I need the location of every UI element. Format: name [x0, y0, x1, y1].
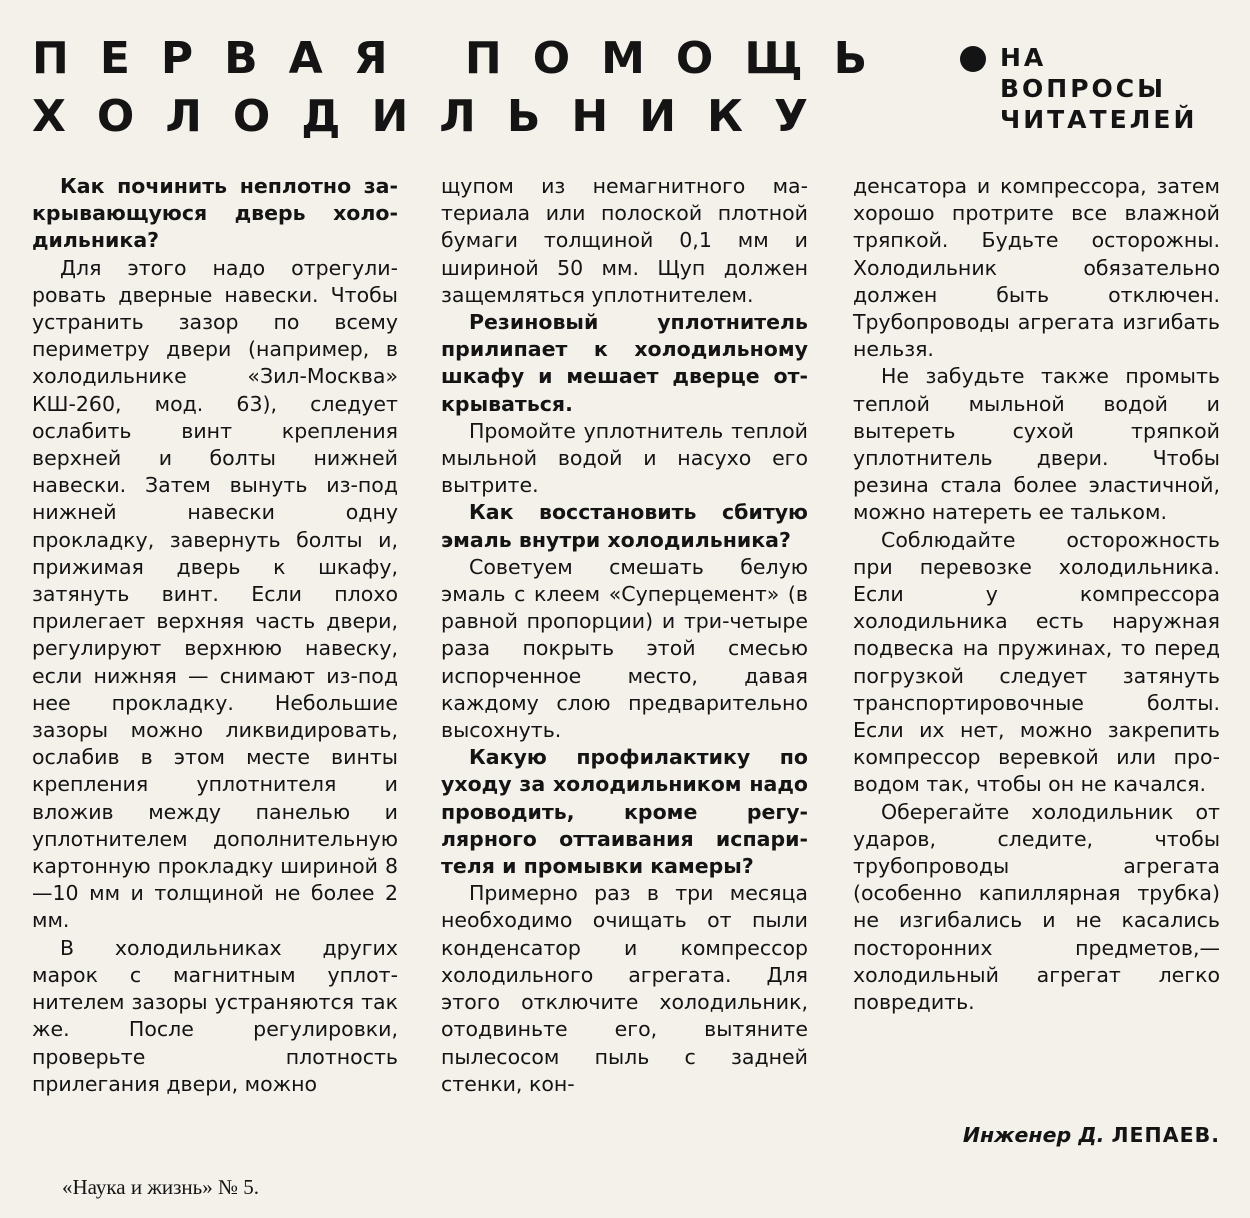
question-heading: Какую профилактику по уходу за холодильником надо проводить, кроме регулярного оттаивания испарителя и промывки камеры? [441, 745, 808, 879]
answer-paragraph: В холодильниках других марок с магнитным уплотнителем зазоры устраняются так же. После регулировки, проверьте плотность прилегания двери, можно [32, 935, 398, 1096]
question-heading: Резиновый уплотнитель прилипает к холодильному шкафу и мешает дверце открываться. [441, 310, 808, 416]
rubric-line-1: НА ВОПРОСЫ [1000, 43, 1167, 103]
question-heading: Как починить неплотно закрывающуюся дверь холодильника? [32, 174, 398, 253]
text-column-3 [853, 173, 1220, 1016]
answer-paragraph: Для этого надо отрегулировать дверные навески. Чтобы устранить зазор по всему периметру двери (например, в холодильнике «Зил-Москва» КШ-260, мод. 63), следует ослабить винт крепления верхней и болты нижней навески. Затем вынуть из-под нижней навески одну прокладку, завернуть болты и, прижимая дверь к шкафу, затянуть винт. Если плохо прилегает верхняя часть двери, регулируют верхнюю навеску, если нижняя — снимают из-под нее прокладку. Небольшие зазоры можно ликвидировать, ослабив в этом месте винты крепления уплотнителя и вложив между панелью и уплотнителем дополнительную картонную прокладку шириной 8—10 мм и толщиной не более 2 мм. [32, 255, 398, 933]
rubric-line-2: ЧИТАТЕЛЕЙ [1000, 105, 1198, 134]
text-column-1 [32, 173, 398, 1098]
title-line-2: ХОЛОДИЛЬНИКУ [32, 91, 839, 142]
answer-paragraph: Примерно раз в три месяца необходимо очищать от пыли конденсатор и компрессор холодильного агрегата. Для этого отключите холодильник, отодвиньте его, вытяните пылесосом пыль с задней стенки, кон- [441, 881, 808, 1096]
answer-paragraph: Промойте уплотнитель теплой мыльной водой и насухо его вытрите. [441, 418, 808, 498]
answer-paragraph: Соблюдайте осторожность при перевозке холодильника. Если у компрессора холодильника есть наружная подвеска на пружинах, то перед погрузкой следует затянуть транспортировочные болты. Если их нет, можно закрепить компрессор веревкой или проводом так, чтобы он не качался. [853, 527, 1220, 797]
source-citation: «Наука и жизнь» № 5. [62, 1175, 260, 1199]
author-role: Инженер Д. [962, 1123, 1105, 1147]
answer-paragraph: денсатора и компрессора, затем хорошо протрите все влажной тряпкой. Будьте осторожны. Холодильник обязательно должен быть отключен. Трубопроводы агрегата изгибать нельзя. [853, 174, 1220, 362]
answer-paragraph: щупом из немагнитного материала или полоской плотной бумаги толщиной 0,1 мм и шириной 50 мм. Щуп должен защемляться уплотнителем. [441, 174, 808, 307]
article-title [32, 30, 898, 146]
bullet-icon [960, 46, 986, 72]
question-heading: Как восстановить сбитую эмаль внутри холодильника? [441, 500, 808, 552]
author-name: ЛЕПАЕВ. [1111, 1123, 1220, 1147]
title-line-1: ПЕРВАЯ ПОМОЩЬ [32, 33, 899, 84]
author-signature [853, 1122, 1220, 1149]
text-column-2 [441, 173, 808, 1098]
answer-paragraph: Не забудьте также промыть теплой мыльной водой и вытереть сухой тряпкой уплотнитель двери. Чтобы резина стала более эластичной, можно натереть ее тальком. [853, 364, 1220, 525]
answer-paragraph: Оберегайте холодильник от ударов, следите, чтобы трубопроводы агрегата (особенно капиллярная трубка) не изгибались и не касались посторонних предметов,— холодильный агрегат легко повредить. [853, 799, 1220, 1015]
rubric-header [960, 42, 1222, 135]
answer-paragraph: Советуем смешать белую эмаль с клеем «Суперцемент» (в равной пропорции) и три-четыре раза покрыть этой смесью испорченное место, давая каждому слою предварительно высохнуть. [441, 554, 808, 743]
